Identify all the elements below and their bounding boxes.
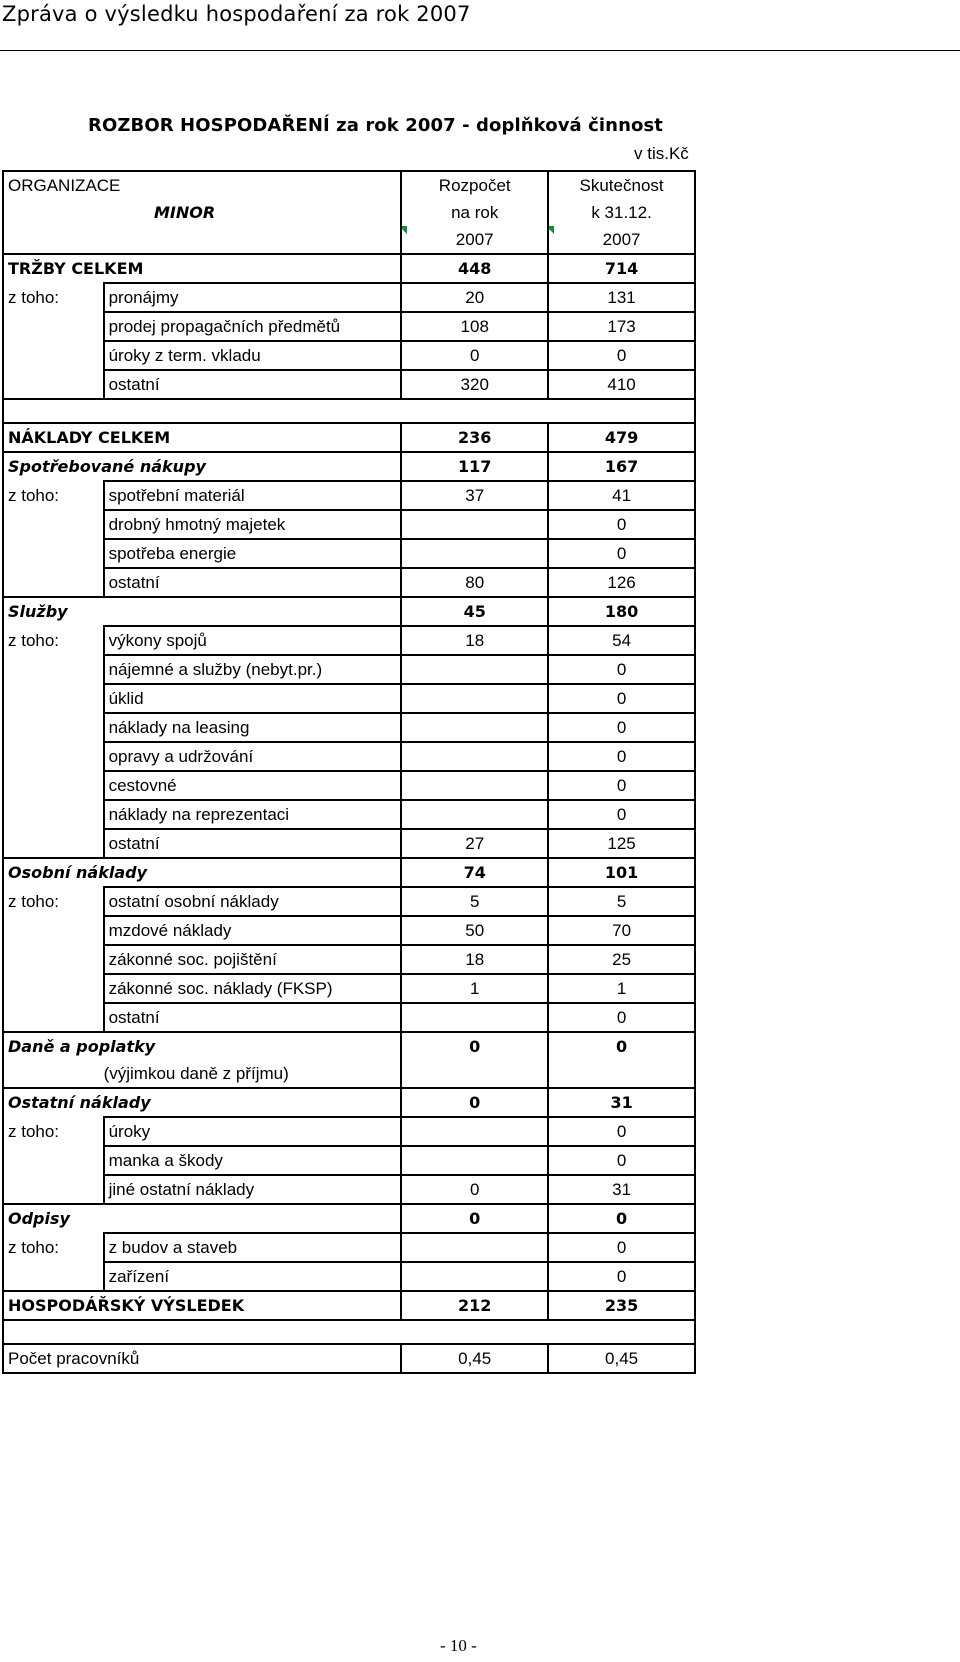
actual-value: 0 — [548, 1032, 695, 1060]
row-item: nájemné a služby (nebyt.pr.) — [104, 655, 402, 684]
budget-value — [401, 1060, 548, 1088]
budget-value: 50 — [401, 916, 548, 945]
table-row — [3, 1032, 695, 1060]
budget-value: 74 — [401, 858, 548, 887]
actual-value: 0 — [548, 1003, 695, 1032]
row-item: ostatní — [104, 568, 402, 597]
row-item: pronájmy — [104, 283, 402, 312]
row-prefix: z toho: — [3, 283, 104, 312]
budget-value — [401, 713, 548, 742]
row-prefix — [3, 1003, 104, 1032]
actual-value: 0 — [548, 1204, 695, 1233]
actual-value: 0 — [548, 655, 695, 684]
actual-value: 125 — [548, 829, 695, 858]
row-prefix — [3, 1262, 104, 1291]
actual-value: 0 — [548, 341, 695, 370]
row-note: (výjimkou daně z příjmu) — [103, 1063, 289, 1083]
budget-value — [401, 742, 548, 771]
table-row — [3, 568, 695, 597]
actual-value: 0 — [548, 1262, 695, 1291]
budget-value: 117 — [401, 452, 548, 481]
row-item: zákonné soc. náklady (FKSP) — [104, 974, 402, 1003]
actual-value: 410 — [548, 370, 695, 399]
budget-value: 18 — [401, 626, 548, 655]
row-prefix — [3, 341, 104, 370]
row-label: Odpisy — [3, 1204, 401, 1233]
row-prefix — [3, 829, 104, 858]
table-row — [3, 1233, 695, 1262]
actual-value: 0 — [548, 713, 695, 742]
row-prefix — [3, 568, 104, 597]
row-item: náklady na reprezentaci — [104, 800, 402, 829]
actual-value: 0 — [548, 1233, 695, 1262]
budget-value — [401, 655, 548, 684]
row-label: Služby — [3, 597, 401, 626]
budget-value — [401, 1117, 548, 1146]
header-blank — [3, 226, 401, 254]
budget-head-2: na rok — [401, 199, 548, 226]
actual-value: 235 — [548, 1291, 695, 1320]
actual-value: 173 — [548, 312, 695, 341]
budget-head-1: Rozpočet — [401, 171, 548, 199]
blank-cell — [401, 399, 548, 423]
row-prefix — [3, 684, 104, 713]
actual-value: 479 — [548, 423, 695, 452]
row-item: náklady na leasing — [104, 713, 402, 742]
blank-cell — [401, 1320, 548, 1344]
table-row — [3, 1204, 695, 1233]
budget-value — [401, 771, 548, 800]
row-prefix — [3, 539, 104, 568]
table-row — [3, 283, 695, 312]
table-row — [3, 254, 695, 283]
budget-value — [401, 1003, 548, 1032]
budget-head-3: 2007 — [401, 226, 548, 254]
actual-value: 0 — [548, 1117, 695, 1146]
row-prefix — [3, 1060, 104, 1088]
row-item: drobný hmotný majetek — [104, 510, 402, 539]
table-row — [3, 945, 695, 974]
budget-value: 0 — [401, 341, 548, 370]
actual-value: 0 — [548, 684, 695, 713]
table-row — [3, 423, 695, 452]
row-prefix — [3, 974, 104, 1003]
actual-value: 5 — [548, 887, 695, 916]
budget-value — [401, 800, 548, 829]
row-item: cestovné — [104, 771, 402, 800]
actual-value: 31 — [548, 1175, 695, 1204]
row-item: úroky — [104, 1117, 402, 1146]
row-item: manka a škody — [104, 1146, 402, 1175]
actual-value: 131 — [548, 283, 695, 312]
row-item: spotřeba energie — [104, 539, 402, 568]
row-item: ostatní osobní náklady — [104, 887, 402, 916]
actual-value: 714 — [548, 254, 695, 283]
row-prefix: z toho: — [3, 481, 104, 510]
page-number: - 10 - — [440, 1636, 477, 1655]
row-item: ostatní — [104, 370, 402, 399]
row-prefix: z toho: — [3, 1117, 104, 1146]
table-row — [3, 370, 695, 399]
row-prefix — [3, 713, 104, 742]
table-row — [3, 341, 695, 370]
blank-cell — [3, 399, 401, 423]
budget-value: 0 — [401, 1032, 548, 1060]
table-row — [3, 626, 695, 655]
table-row — [3, 481, 695, 510]
budget-value: 37 — [401, 481, 548, 510]
table-row — [3, 1262, 695, 1291]
budget-value: 236 — [401, 423, 548, 452]
budget-value — [401, 510, 548, 539]
table-row — [3, 1344, 695, 1373]
table-row — [3, 800, 695, 829]
blank-cell — [548, 1320, 695, 1344]
report-title: ROZBOR HOSPODAŘENÍ za rok 2007 - doplňková činnost — [88, 115, 663, 136]
table-row — [3, 655, 695, 684]
budget-value: 18 — [401, 945, 548, 974]
budget-value — [401, 684, 548, 713]
row-prefix: z toho: — [3, 1233, 104, 1262]
actual-value: 0 — [548, 771, 695, 800]
row-label: Daně a poplatky — [3, 1032, 401, 1060]
header-row-3 — [3, 226, 695, 254]
actual-value: 25 — [548, 945, 695, 974]
header-row-2 — [3, 199, 695, 226]
actual-head-2: k 31.12. — [548, 199, 695, 226]
actual-value: 70 — [548, 916, 695, 945]
budget-value: 0 — [401, 1088, 548, 1117]
row-prefix — [3, 800, 104, 829]
budget-value — [401, 1233, 548, 1262]
unit-label: v tis.Kč — [634, 144, 689, 163]
table-row — [3, 974, 695, 1003]
row-item: úroky z term. vkladu — [104, 341, 402, 370]
row-prefix — [3, 742, 104, 771]
actual-value: 41 — [548, 481, 695, 510]
budget-value: 1 — [401, 974, 548, 1003]
budget-value: 0 — [401, 1204, 548, 1233]
row-label: TRŽBY CELKEM — [3, 254, 401, 283]
row-prefix — [3, 312, 104, 341]
table-row — [3, 829, 695, 858]
row-item: úklid — [104, 684, 402, 713]
report-table — [2, 170, 696, 1374]
actual-value: 0,45 — [548, 1344, 695, 1373]
table-row — [3, 539, 695, 568]
table-row — [3, 887, 695, 916]
table-row — [3, 1175, 695, 1204]
table-row — [3, 1146, 695, 1175]
header-rule — [0, 50, 960, 51]
table-row — [3, 1088, 695, 1117]
budget-value: 80 — [401, 568, 548, 597]
budget-value: 108 — [401, 312, 548, 341]
row-item: zákonné soc. pojištění — [104, 945, 402, 974]
row-item: jiné ostatní náklady — [104, 1175, 402, 1204]
org-label: ORGANIZACE — [3, 171, 401, 199]
row-prefix — [3, 510, 104, 539]
row-label: Ostatní náklady — [3, 1088, 401, 1117]
row-prefix — [3, 370, 104, 399]
table-row — [3, 597, 695, 626]
actual-head-1: Skutečnost — [548, 171, 695, 199]
table-row — [3, 1320, 695, 1344]
row-label: NÁKLADY CELKEM — [3, 423, 401, 452]
row-item: prodej propagačních předmětů — [104, 312, 402, 341]
budget-value: 320 — [401, 370, 548, 399]
row-prefix — [3, 945, 104, 974]
row-item: spotřební materiál — [104, 481, 402, 510]
document-title: Zpráva o výsledku hospodaření za rok 2007 — [2, 2, 471, 26]
actual-value: 101 — [548, 858, 695, 887]
table-row — [3, 1291, 695, 1320]
row-prefix — [3, 1175, 104, 1204]
table-row — [3, 684, 695, 713]
actual-value: 126 — [548, 568, 695, 597]
row-label: Osobní náklady — [3, 858, 401, 887]
row-prefix — [3, 771, 104, 800]
actual-value: 31 — [548, 1088, 695, 1117]
table-row — [3, 399, 695, 423]
document-header — [0, 0, 960, 52]
table-row — [3, 771, 695, 800]
row-prefix: z toho: — [3, 626, 104, 655]
budget-value: 212 — [401, 1291, 548, 1320]
table-row — [3, 452, 695, 481]
row-item: z budov a staveb — [104, 1233, 402, 1262]
budget-value — [401, 539, 548, 568]
blank-cell — [3, 1320, 401, 1344]
actual-value: 0 — [548, 1146, 695, 1175]
row-prefix — [3, 1146, 104, 1175]
row-item: ostatní — [104, 1003, 402, 1032]
budget-value: 27 — [401, 829, 548, 858]
row-item: opravy a udržování — [104, 742, 402, 771]
header-row-1 — [3, 171, 695, 199]
row-item: mzdové náklady — [104, 916, 402, 945]
table-row — [3, 312, 695, 341]
actual-value: 167 — [548, 452, 695, 481]
budget-value: 448 — [401, 254, 548, 283]
actual-value: 54 — [548, 626, 695, 655]
org-name: MINOR — [3, 199, 401, 226]
table-row — [3, 1117, 695, 1146]
table-row — [3, 858, 695, 887]
actual-value: 0 — [548, 800, 695, 829]
actual-head-3: 2007 — [548, 226, 695, 254]
row-label: Počet pracovníků — [3, 1344, 401, 1373]
table-row — [3, 1003, 695, 1032]
budget-value: 45 — [401, 597, 548, 626]
actual-value: 180 — [548, 597, 695, 626]
table-row — [3, 1060, 695, 1088]
row-item: zařízení — [104, 1262, 402, 1291]
actual-value: 0 — [548, 742, 695, 771]
table-row — [3, 713, 695, 742]
budget-value: 0 — [401, 1175, 548, 1204]
budget-value: 0,45 — [401, 1344, 548, 1373]
table-row — [3, 916, 695, 945]
budget-value: 5 — [401, 887, 548, 916]
table-row — [3, 510, 695, 539]
row-label: Spotřebované nákupy — [3, 452, 401, 481]
actual-value: 1 — [548, 974, 695, 1003]
actual-value: 0 — [548, 539, 695, 568]
row-prefix — [3, 655, 104, 684]
row-item: ostatní — [104, 829, 402, 858]
actual-value: 0 — [548, 510, 695, 539]
budget-value — [401, 1262, 548, 1291]
table-row — [3, 742, 695, 771]
actual-value — [548, 1060, 695, 1088]
row-label: HOSPODÁŘSKÝ VÝSLEDEK — [3, 1291, 401, 1320]
blank-cell — [548, 399, 695, 423]
row-item: výkony spojů — [104, 626, 402, 655]
row-prefix — [3, 916, 104, 945]
budget-value — [401, 1146, 548, 1175]
budget-value: 20 — [401, 283, 548, 312]
row-prefix: z toho: — [3, 887, 104, 916]
